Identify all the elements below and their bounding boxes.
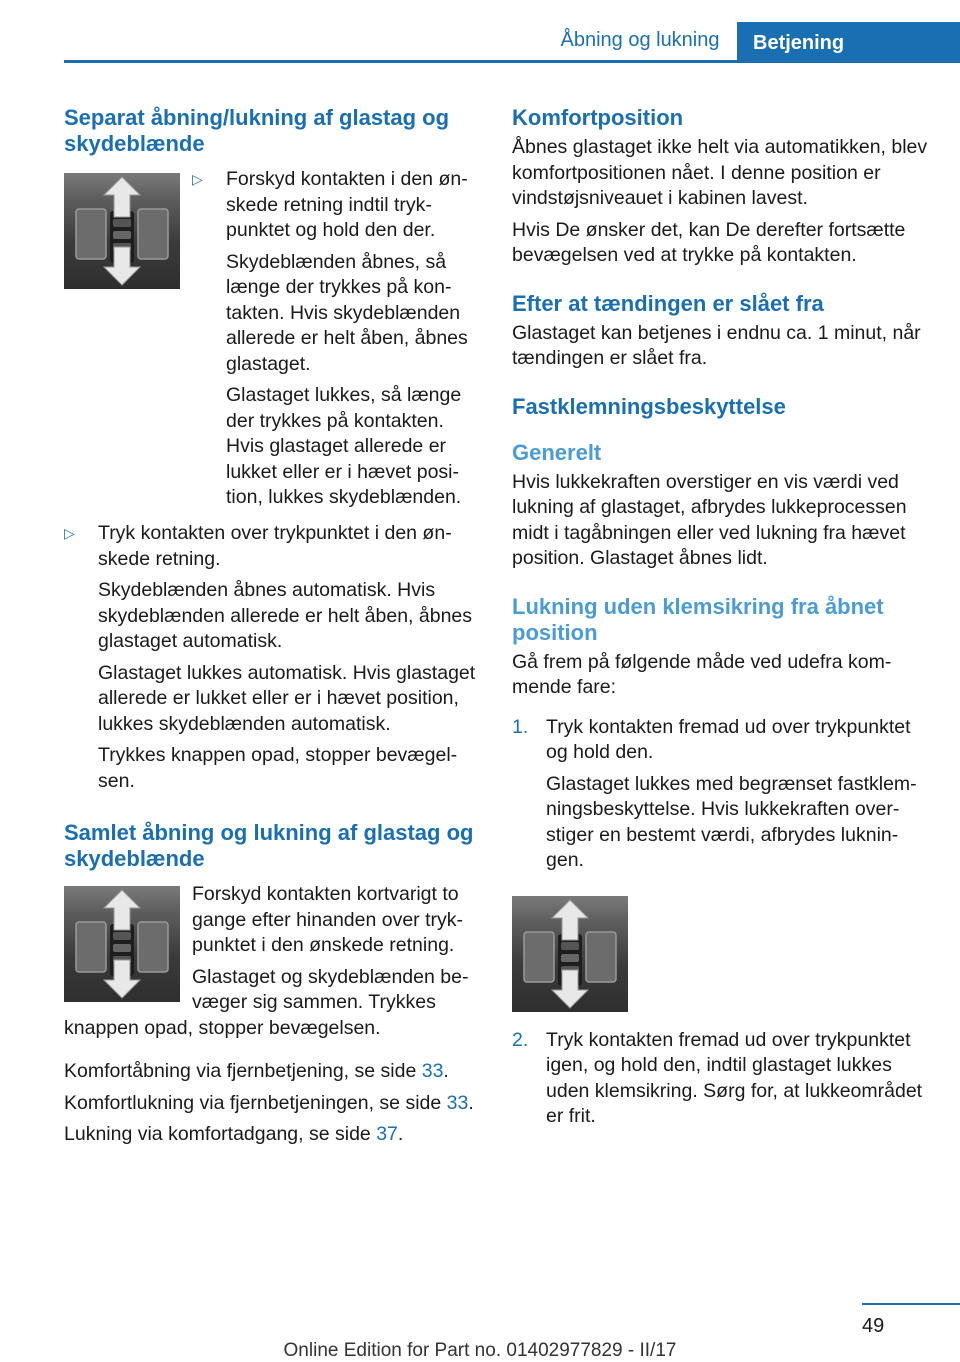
bullet-1-text: Forskyd kontakten i den ønskede retning indtil trykpunktet og hold den der. [226,168,468,241]
heading-after-ignition: Efter at tændingen er slået fra [512,290,824,316]
reference-3: Lukning via komfortadgang, se side 37. [64,1123,404,1145]
combined-para-1: Forskyd kontakten kortvarigt to gange efter hinanden over trykpunktet i den ønskede retning. [192,883,464,956]
page-number-rule [862,1303,960,1305]
switch-figure-3 [512,896,628,1012]
triangle-bullet-icon: ▷ [64,525,75,541]
step-number: 1. [512,715,529,738]
heading-comfort-position: Komfortposition [512,105,684,130]
step-1-p2: Glastaget lukkes med begrænset fastklemningsbeskyttelse. Hvis lukkekraften overstiger en bestemt værdi, afbrydes lukningen. [546,772,917,871]
switch-figure-2 [64,886,180,1002]
page-link-37[interactable]: 37 [376,1123,398,1145]
ignition-para: Glastaget kan betjenes i endnu ca. 1 minut, når tændingen er slået fra. [512,321,921,369]
header-chapter-tab: Betjening [737,22,960,62]
comfort-para-1: Åbnes glastaget ikke helt via automatikken, blev komfortpositionen nået. I denne position er vindstøjsniveauet i kabinen lavest. [512,136,928,209]
left-column [64,105,478,1148]
general-para: Hvis lukkekraften overstiger en vis værdi ved lukning af glastaget, afbrydes lukkeprocessen midt i tagåbningen eller ved lukning fra hævet position. Glastaget åbnes lidt. [512,470,907,569]
comfort-para-2: Hvis De ønsker det, kan De derefter fortsætte bevægelsen ved at trykke på kontakten. [512,218,906,266]
triangle-bullet-icon: ▷ [192,171,203,187]
bullet-2-text: Tryk kontakten over trykpunktet i den ønskede retning. [98,522,452,570]
bullet-2-p2: Skydeblænden åbnes automatisk. Hvis skydeblænden allerede er helt åben, åbnes glastaget automatisk. [98,579,473,652]
bullet-item-1 [192,167,478,511]
heading-combined-opening: Samlet åbning og lukning af glastag og skydeblænde [64,820,474,871]
header-section-title: Åbning og lukning [560,29,720,51]
reference-1: Komfortåbning via fjernbetjening, se side 33. [64,1060,449,1082]
reference-2: Komfortlukning via fjernbetjeningen, se side 33. [64,1091,474,1114]
numbered-step-1 [512,715,928,874]
bullet-item-2 [64,521,478,794]
combined-block [64,882,478,1041]
subheading-general: Generelt [512,439,602,465]
roof-switch-illustration [512,896,628,1012]
switch-figure-1 [64,173,180,289]
combined-para-2: Glastaget og skydeblænden bevæger sig sammen. Trykkes knappen opad, stopper bevægelsen. [64,965,469,1039]
page-link-33[interactable]: 33 [421,1060,444,1082]
bullet-1-p2: Skydeblænden åbnes, så længe der trykkes på kontakten. Hvis skydeblænden allerede er helt åben, åbnes glastaget. [226,250,468,375]
step-1-text: Tryk kontakten fremad ud over trykpunktet og hold den. [546,715,911,763]
closing-intro-para: Gå frem på følgende måde ved udefra kommende fare: [512,650,892,698]
roof-switch-illustration [64,173,180,289]
page-link-33[interactable]: 33 [446,1091,469,1114]
footer-edition: Online Edition for Part no. 01402977829 - II/17 [283,1340,677,1361]
bullet-2-p4: Trykkes knappen opad, stopper bevægelsen. [98,744,458,792]
bullet-block-1 [64,167,478,507]
heading-pinch-protection: Fastklemningsbeskyttelse [512,393,786,419]
header-rule [64,60,960,63]
step-number: 2. [512,1028,529,1051]
roof-switch-illustration [64,886,180,1002]
bullet-1-p3: Glastaget lukkes, så længe der trykkes på kontakten. Hvis glastaget allerede er lukket eller er i hævet position, lukkes skydeblænden. [226,384,462,508]
heading-separate-opening: Separat åbning/lukning af glastag og skydeblænde [64,105,450,156]
numbered-step-2 [512,1028,928,1130]
page-number: 49 [862,1315,885,1337]
subheading-closing-without-protection: Lukning uden klemsikring fra åbnet position [512,593,884,645]
step-2-text: Tryk kontakten fremad ud over trykpunktet igen, og hold den, indtil glastaget lukkes uden klemsikring. Sørg for, at lukkeområdet er frit. [546,1028,923,1127]
right-column [512,105,928,1130]
bullet-2-p3: Glastaget lukkes automatisk. Hvis glastaget allerede er lukket eller er i hævet position, lukkes skydeblænden automatisk. [98,661,476,735]
